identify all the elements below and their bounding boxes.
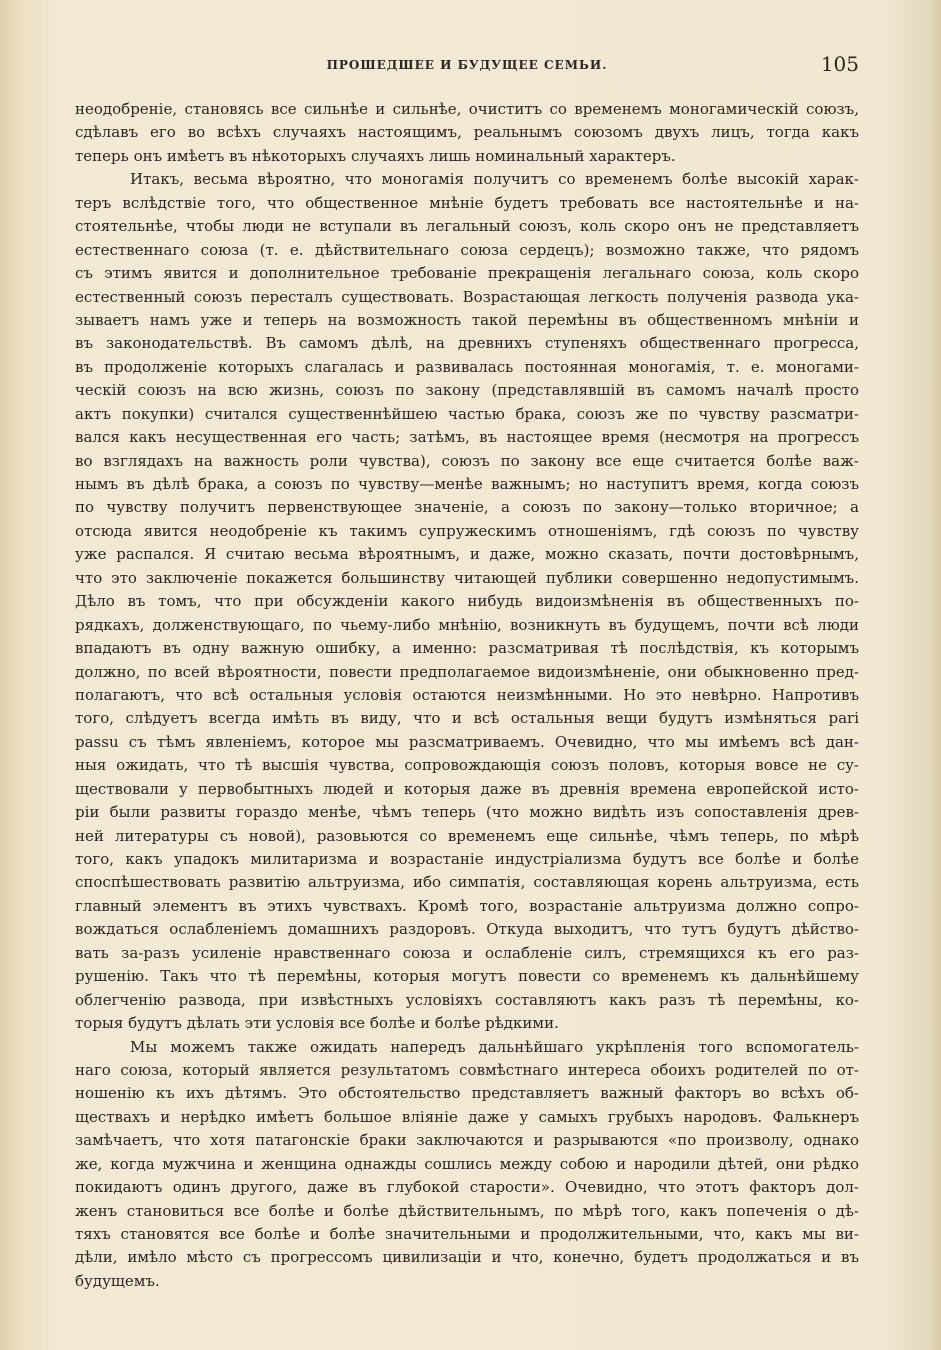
text-line: по чувству получитъ первенствующее значеніе, а союзъ по закону—только вторичное; а xyxy=(75,498,859,517)
text-line: вать за-разъ усиленіе нравственнаго союза и ослабленіе силъ, стремящихся къ его раз- xyxy=(75,943,859,962)
text-line: Итакъ, весьма вѣроятно, что моногамія получитъ со временемъ болѣе высокій харак- xyxy=(130,170,859,189)
text-line: во взглядахъ на важность роли чувства), союзъ по закону все еще считается болѣе важ- xyxy=(75,451,859,470)
text-line: того, слѣдуетъ всегда имѣть въ виду, что и всѣ остальныя вещи будутъ измѣняться pari xyxy=(75,709,859,728)
text-line: естественнаго союза (т. е. дѣйствительнаго союза сердецъ); возможно также, что рядомъ xyxy=(75,240,859,259)
text-line: должно, по всей вѣроятности, повести предполагаемое видоизмѣненіе, они обыкновенно пред- xyxy=(75,662,859,681)
text-line: актъ покупки) считался существеннѣйшею частью брака, союзъ же по чувству разсматри- xyxy=(75,404,859,423)
text-line: Дѣло въ томъ, что при обсужденіи какого нибудь видоизмѣненія въ общественныхъ по- xyxy=(75,592,859,611)
text-line: рядкахъ, долженствующаго, по чьему-либо мнѣнію, возникнуть въ будущемъ, почти всѣ люди xyxy=(75,615,859,634)
text-line: ществахъ и нерѣдко имѣетъ большое вліяніе даже у самыхъ грубыхъ народовъ. Фалькнеръ xyxy=(75,1107,859,1126)
running-title: ПРОШЕДШЕЕ И БУДУЩЕЕ СЕМЬИ. xyxy=(326,58,608,72)
text-line: passu съ тѣмъ явленіемъ, которое мы разсматриваемъ. Очевидно, что мы имѣемъ всѣ дан- xyxy=(75,732,859,751)
text-line: ношенію къ ихъ дѣтямъ. Это обстоятельство представляетъ важный факторъ во всѣхъ об- xyxy=(75,1084,859,1103)
text-line: въ законодательствѣ. Въ самомъ дѣлѣ, на древнихъ ступеняхъ общественнаго прогресса, xyxy=(75,334,859,353)
text-line: зываетъ намъ уже и теперь на возможность такой перемѣны въ общественномъ мнѣніи и xyxy=(75,310,859,329)
text-line: Мы можемъ также ожидать напередъ дальнѣйшаго укрѣпленія того вспомогатель- xyxy=(130,1037,859,1056)
text-line: рушенію. Такъ что тѣ перемѣны, которыя могутъ повести со временемъ къ дальнѣйшему xyxy=(75,967,859,986)
text-line: же, когда мужчина и женщина однажды сошлись между собою и народили дѣтей, они рѣдко xyxy=(75,1154,859,1173)
text-line: главный элементъ въ этихъ чувствахъ. Кромѣ того, возрастаніе альтруизма должно сопро- xyxy=(75,896,859,915)
text-line: женъ становиться все болѣе и болѣе дѣйствительнымъ, по мѣрѣ того, какъ попеченія о дѣ- xyxy=(75,1201,859,1220)
page-number: 105 xyxy=(820,52,859,76)
page-header xyxy=(75,52,859,82)
text-line: ществовали у первобытныхъ людей и которыя даже въ древнія времена европейской исто- xyxy=(75,779,859,798)
text-line: того, какъ упадокъ милитаризма и возрастаніе индустріализма будутъ все болѣе и болѣе xyxy=(75,850,859,868)
text-line: въ продолженіе которыхъ слагалась и развивалась постоянная моногамія, т. е. моногами- xyxy=(75,357,859,376)
text-line: впадаютъ въ одну важную ошибку, а именно: разсматривая тѣ послѣдствія, къ которымъ xyxy=(75,639,859,658)
text-line: вался какъ несущественная его часть; затѣмъ, въ настоящее время (несмотря на прогрессъ xyxy=(75,428,859,447)
text-line: стоятельнѣе, чтобы люди не вступали въ легальный союзъ, коль скоро онъ не представляетъ xyxy=(75,217,859,236)
text-line: теръ вслѣдствіе того, что общественное мнѣніе будетъ требовать все настоятельнѣе и на- xyxy=(75,193,859,212)
text-line: наго союза, который является результатомъ совмѣстнаго интереса обоихъ родителей по от- xyxy=(75,1060,859,1079)
text-line: естественный союзъ пересталъ существовать. Возрастающая легкость полученія развода ука- xyxy=(75,287,859,306)
body-text xyxy=(75,98,859,1293)
text-line: отсюда явится неодобреніе къ такимъ супружескимъ отношеніямъ, гдѣ союзъ по чувству xyxy=(75,521,859,540)
text-line: съ этимъ явится и дополнительное требованіе прекращенія легальнаго союза, коль скоро xyxy=(75,264,859,283)
text-line: ческій союзъ на всю жизнь, союзъ по закону (представлявшій въ самомъ началѣ просто xyxy=(75,381,859,400)
text-line: сдѣлавъ его во всѣхъ случаяхъ настоящимъ, реальнымъ союзомъ двухъ лицъ, тогда какъ xyxy=(75,123,859,142)
text-line: тяхъ становятся все болѣе и болѣе значительными и продолжительными, что, какъ мы ви- xyxy=(75,1225,859,1243)
text-line: полагаютъ, что всѣ остальныя условія остаются неизмѣнными. Но это невѣрно. Напротивъ xyxy=(75,685,859,704)
text-line: теперь онъ имѣетъ въ нѣкоторыхъ случаяхъ лишь номинальный характеръ. xyxy=(75,146,676,165)
text-line: вождаться ослабленіемъ домашнихъ раздоровъ. Откуда выходитъ, что тутъ будутъ дѣйство- xyxy=(75,920,859,939)
text-line: дѣли, имѣло мѣсто съ прогрессомъ цивилизаціи и что, конечно, будетъ продолжаться и въ xyxy=(75,1248,859,1267)
text-line: ней литературы съ новой), разовьются со временемъ еще сильнѣе, чѣмъ теперь, по мѣрѣ xyxy=(75,826,859,845)
text-line: нымъ въ дѣлѣ брака, а союзъ по чувству—менѣе важнымъ; но наступитъ время, когда союзъ xyxy=(75,475,859,493)
text-line: ріи были развиты гораздо менѣе, чѣмъ теперь (что можно видѣть изъ сопоставленія древ- xyxy=(75,803,859,822)
text-line: замѣчаетъ, что хотя патагонскіе браки заключаются и разрываются «по произволу, однако xyxy=(75,1131,859,1150)
text-line: споспѣшествовать развитію альтруизма, ибо симпатія, составляющая корень альтруизма, есть xyxy=(75,873,859,892)
text-line: неодобреніе, становясь все сильнѣе и сильнѣе, очиститъ со временемъ моногамическій союзъ, xyxy=(75,100,859,118)
text-line: что это заключеніе покажется большинству читающей публики совершенно недопустимымъ. xyxy=(75,568,859,587)
text-line: торыя будутъ дѣлать эти условія все болѣе и болѣе рѣдкими. xyxy=(75,1014,559,1033)
text-line: ныя ожидать, что тѣ высшія чувства, сопровождающія союзъ половъ, которыя вовсе не су- xyxy=(75,756,859,775)
text-line: покидаютъ одинъ другого, даже въ глубокой старости». Очевидно, что этотъ факторъ дол- xyxy=(75,1178,859,1197)
text-line: облегченію развода, при извѣстныхъ условіяхъ составляютъ какъ разъ тѣ перемѣны, ко- xyxy=(75,990,859,1009)
text-line: будущемъ. xyxy=(75,1271,160,1290)
text-line: уже распался. Я считаю весьма вѣроятнымъ, и даже, можно сказать, почти достовѣрнымъ, xyxy=(75,545,859,564)
